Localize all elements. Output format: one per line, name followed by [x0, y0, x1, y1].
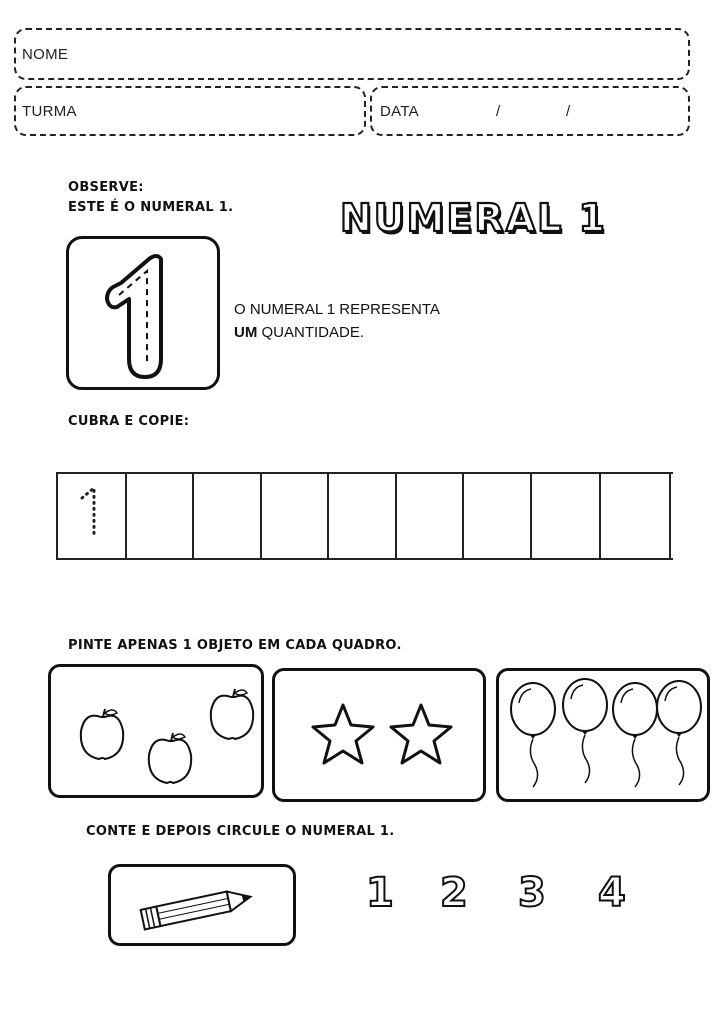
- copy-cell[interactable]: [599, 474, 671, 558]
- observe-label: OBSERVE:: [68, 180, 144, 195]
- copy-cell[interactable]: [260, 474, 327, 558]
- copy-cell[interactable]: [462, 474, 530, 558]
- date-separator: /: [496, 103, 501, 120]
- copy-cell[interactable]: [395, 474, 462, 558]
- numeral-option-3[interactable]: 3: [518, 870, 546, 916]
- numeral-option-4[interactable]: 4: [598, 870, 626, 916]
- page-title: NUMERAL 1: [340, 196, 607, 240]
- apples-box: [48, 664, 264, 798]
- apple-icon[interactable]: [149, 733, 191, 783]
- numeral-option-1[interactable]: 1: [366, 870, 394, 916]
- numeral-box: [66, 236, 220, 390]
- apple-icon[interactable]: [81, 709, 123, 759]
- star-icon[interactable]: [313, 705, 373, 763]
- balloons-box: [496, 668, 710, 802]
- observe-subtitle: ESTE É O NUMERAL 1.: [68, 200, 234, 215]
- copy-cell[interactable]: [327, 474, 395, 558]
- paint-label: PINTE APENAS 1 OBJETO EM CADA QUADRO.: [68, 638, 402, 653]
- copy-cell[interactable]: [530, 474, 599, 558]
- nome-field[interactable]: [14, 28, 690, 80]
- balloon-icon[interactable]: [657, 681, 701, 785]
- pencil-box: [108, 864, 296, 946]
- cover-copy-label: CUBRA E COPIE:: [68, 414, 190, 429]
- copy-cell[interactable]: [56, 474, 125, 558]
- stars-box: [272, 668, 486, 802]
- turma-label: TURMA: [22, 103, 77, 120]
- date-separator: /: [566, 103, 571, 120]
- apple-icon[interactable]: [211, 689, 253, 739]
- represent-bold: UM: [234, 324, 258, 341]
- star-icon[interactable]: [391, 705, 451, 763]
- copy-grid[interactable]: [56, 472, 673, 560]
- represent-text: [234, 298, 440, 344]
- count-label: CONTE E DEPOIS CIRCULE O NUMERAL 1.: [86, 824, 395, 839]
- balloon-icon[interactable]: [613, 683, 657, 787]
- balloon-icon[interactable]: [563, 679, 607, 783]
- balloon-icon[interactable]: [511, 683, 555, 787]
- copy-cell[interactable]: [125, 474, 192, 558]
- represent-line1: O NUMERAL 1 REPRESENTA: [234, 301, 440, 318]
- nome-label: NOME: [22, 46, 69, 63]
- traced-one: [58, 474, 127, 558]
- numeral-option-2[interactable]: 2: [440, 870, 468, 916]
- copy-cell[interactable]: [192, 474, 260, 558]
- data-label: DATA: [380, 103, 419, 120]
- pencil-icon[interactable]: [111, 867, 293, 943]
- represent-rest: QUANTIDADE.: [257, 324, 365, 341]
- numeral-one-outline: [69, 239, 217, 387]
